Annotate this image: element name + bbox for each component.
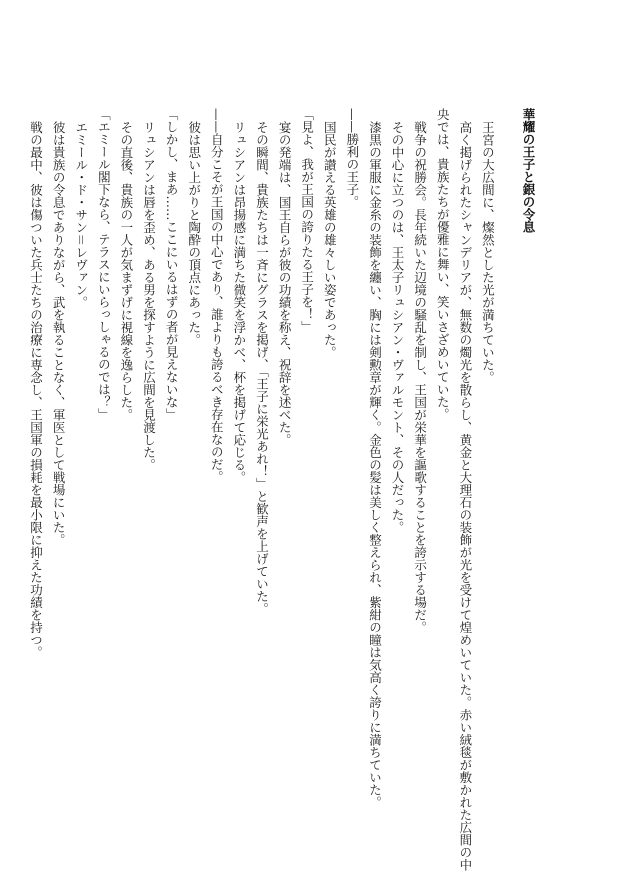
paragraph-line: 戦争の祝勝会。長年続いた辺境の騒乱を制し、王国が栄華を謳歌することを誇示する場だ。: [412, 120, 428, 633]
paragraph-line: 国民が讃える英雄の雄々しい姿であった。: [322, 120, 338, 358]
paragraph-line: 王宮の大広間に、燦然とした光が満ちていた。: [480, 120, 496, 383]
paragraph-line: その中心に立つのは、王太子リュシアン・ヴァルモント、その人だった。: [390, 120, 406, 533]
document-title: 華耀の王子と銀の令息: [521, 108, 536, 233]
paragraph-line: 彼は思い上がりと陶酔の頂点にあった。: [186, 120, 202, 346]
dialogue-line: 「エミール閣下なら、テラスにいらっしゃるのでは？」: [96, 108, 112, 421]
paragraph-line: 戦の最中、彼は傷ついた兵士たちの治療に専念し、王国軍の損耗を最小限に抑えた功績を持つ。: [28, 120, 44, 658]
paragraph-line: ——勝利の王子。: [344, 108, 360, 208]
paragraph-line: その瞬間、貴族たちは一斉にグラスを掲げ、「王子に栄光あれ！」と歓声を上げていた。: [254, 120, 270, 615]
paragraph-line: 宴の発端は、国王自らが彼の功績を称え、祝辞を述べた。: [277, 120, 293, 446]
dialogue-line: 「見よ、我が王国の誇りたる王子を！」: [299, 108, 315, 333]
paragraph-line: 高く掲げられたシャンデリアが、無数の燭光を散らし、黄金と大理石の装飾が光を受けて煌めいていた。赤い絨毯が敷かれた広間の中: [457, 120, 473, 871]
vertical-text-body: [24, 108, 539, 871]
paragraph-line: リュシアンは唇を歪め、ある男を探すように広間を見渡した。: [141, 120, 157, 471]
paragraph-line: リュシアンは昂揚感に満ちた微笑を浮かべ、杯を掲げて応じる。: [231, 120, 247, 483]
paragraph-line: 央では、貴族たちが優雅に舞い、笑いさざめいていた。: [435, 108, 451, 421]
paragraph-line: 彼は貴族の令息でありながら、武を執ることなく、軍医として戦場にいた。: [51, 120, 67, 546]
paragraph-line: 漆黒の軍服に金糸の装飾を纏い、胸には剣勲章が輝く。金色の髪は美しく整えられ、紫紺の瞳は気高く誇りに満ちていた。: [367, 120, 383, 808]
paragraph-line: エミール・ド・サン＝レヴァン。: [73, 120, 89, 309]
dialogue-line: 「しかし、まあ……ここにいるはずの者が見えないな」: [164, 108, 180, 421]
paragraph-line: その直後、貴族の一人が気まずげに視線を逸らした。: [118, 120, 134, 421]
paragraph-line: ——自分こそが王国の中心であり、誰よりも誇るべき存在なのだ。: [209, 108, 225, 483]
